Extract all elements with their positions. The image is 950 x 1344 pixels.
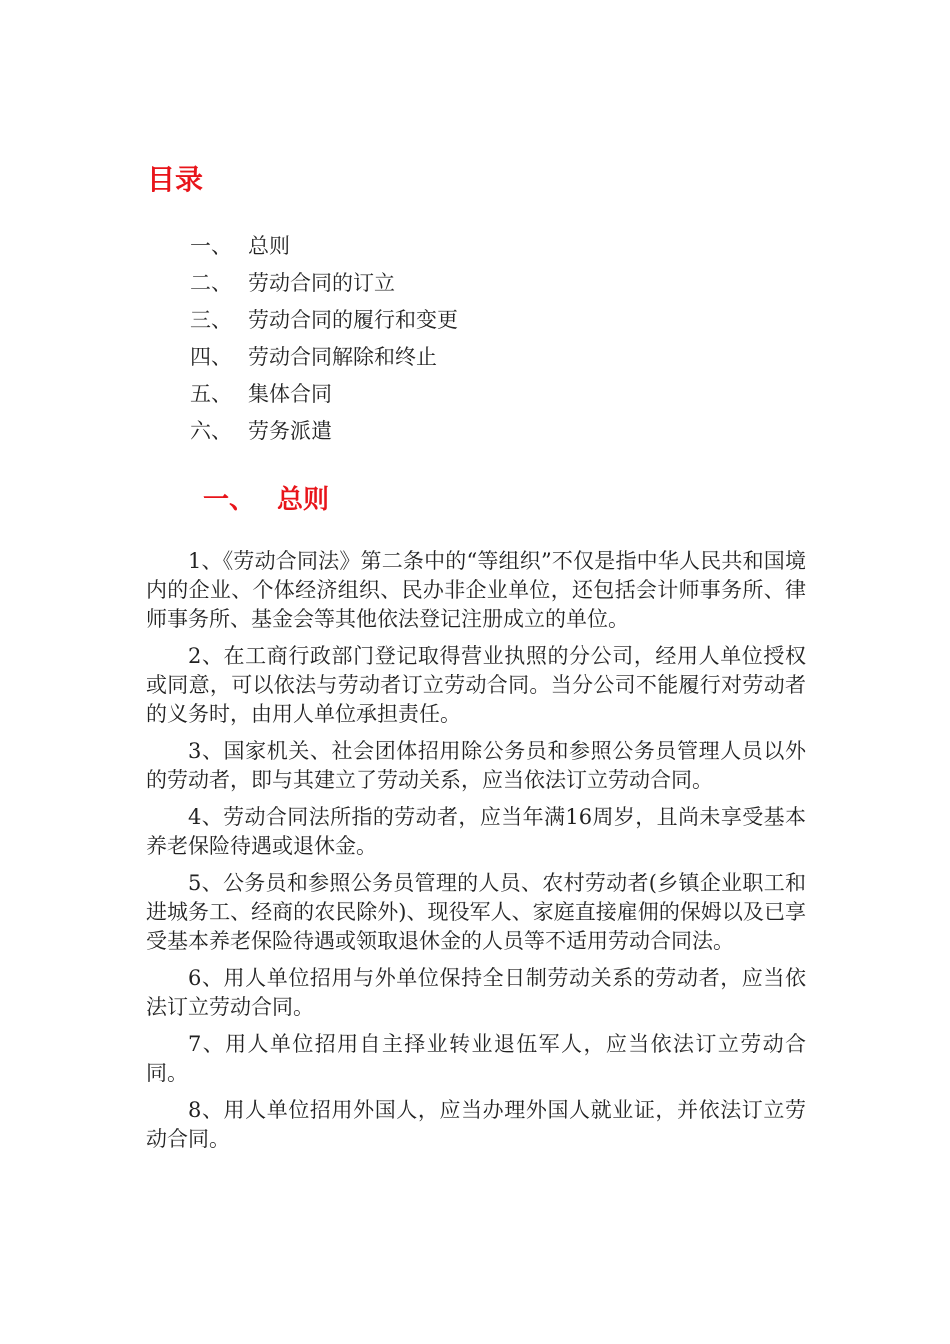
toc-item-number: 四、 bbox=[190, 345, 232, 369]
toc-item-6[interactable] bbox=[190, 413, 458, 450]
toc-item-number: 六、 bbox=[190, 419, 232, 443]
paragraph-5: 5、公务员和参照公务员管理的人员、农村劳动者(乡镇企业职工和进城务工、经商的农民除外)、现役军人、家庭直接雇佣的保姆以及已享受基本养老保险待遇或领取退休金的人员等不适用劳动合同法。 bbox=[146, 871, 806, 953]
paragraph-1: 1、《劳动合同法》第二条中的“等组织”不仅是指中华人民共和国境内的企业、个体经济组织、民办非企业单位，还包括会计师事务所、律师事务所、基金会等其他依法登记注册成立的单位。 bbox=[146, 549, 806, 631]
toc-item-label: 劳动合同的订立 bbox=[248, 271, 395, 295]
table-of-contents bbox=[190, 228, 458, 450]
section-title: 总则 bbox=[277, 485, 330, 515]
section-number: 一、 bbox=[203, 485, 256, 515]
toc-item-label: 总则 bbox=[248, 234, 290, 258]
section-body bbox=[146, 547, 806, 1162]
toc-item-4[interactable] bbox=[190, 339, 458, 376]
paragraph-2: 2、在工商行政部门登记取得营业执照的分公司，经用人单位授权或同意，可以依法与劳动者订立劳动合同。当分公司不能履行对劳动者的义务时，由用人单位承担责任。 bbox=[146, 644, 806, 726]
toc-item-number: 一、 bbox=[190, 234, 232, 258]
toc-item-number: 五、 bbox=[190, 382, 232, 406]
paragraph-8: 8、用人单位招用外国人，应当办理外国人就业证，并依法订立劳动合同。 bbox=[146, 1098, 806, 1151]
toc-item-1[interactable] bbox=[190, 228, 458, 265]
paragraph-3: 3、国家机关、社会团体招用除公务员和参照公务员管理人员以外的劳动者，即与其建立了劳动关系，应当依法订立劳动合同。 bbox=[146, 739, 806, 792]
paragraph-4: 4、劳动合同法所指的劳动者，应当年满16周岁，且尚未享受基本养老保险待遇或退休金。 bbox=[146, 805, 806, 858]
toc-item-5[interactable] bbox=[190, 376, 458, 413]
section-heading bbox=[203, 480, 329, 520]
toc-item-2[interactable] bbox=[190, 265, 458, 302]
toc-title: 目录 bbox=[147, 163, 204, 196]
toc-item-label: 劳动合同的履行和变更 bbox=[248, 308, 458, 332]
toc-item-3[interactable] bbox=[190, 302, 458, 339]
toc-item-number: 二、 bbox=[190, 271, 232, 295]
toc-item-label: 劳务派遣 bbox=[248, 419, 332, 443]
toc-item-label: 劳动合同解除和终止 bbox=[248, 345, 437, 369]
paragraph-6: 6、用人单位招用与外单位保持全日制劳动关系的劳动者，应当依法订立劳动合同。 bbox=[146, 966, 806, 1019]
toc-item-number: 三、 bbox=[190, 308, 232, 332]
paragraph-7: 7、用人单位招用自主择业转业退伍军人，应当依法订立劳动合同。 bbox=[146, 1032, 806, 1085]
toc-item-label: 集体合同 bbox=[248, 382, 332, 406]
